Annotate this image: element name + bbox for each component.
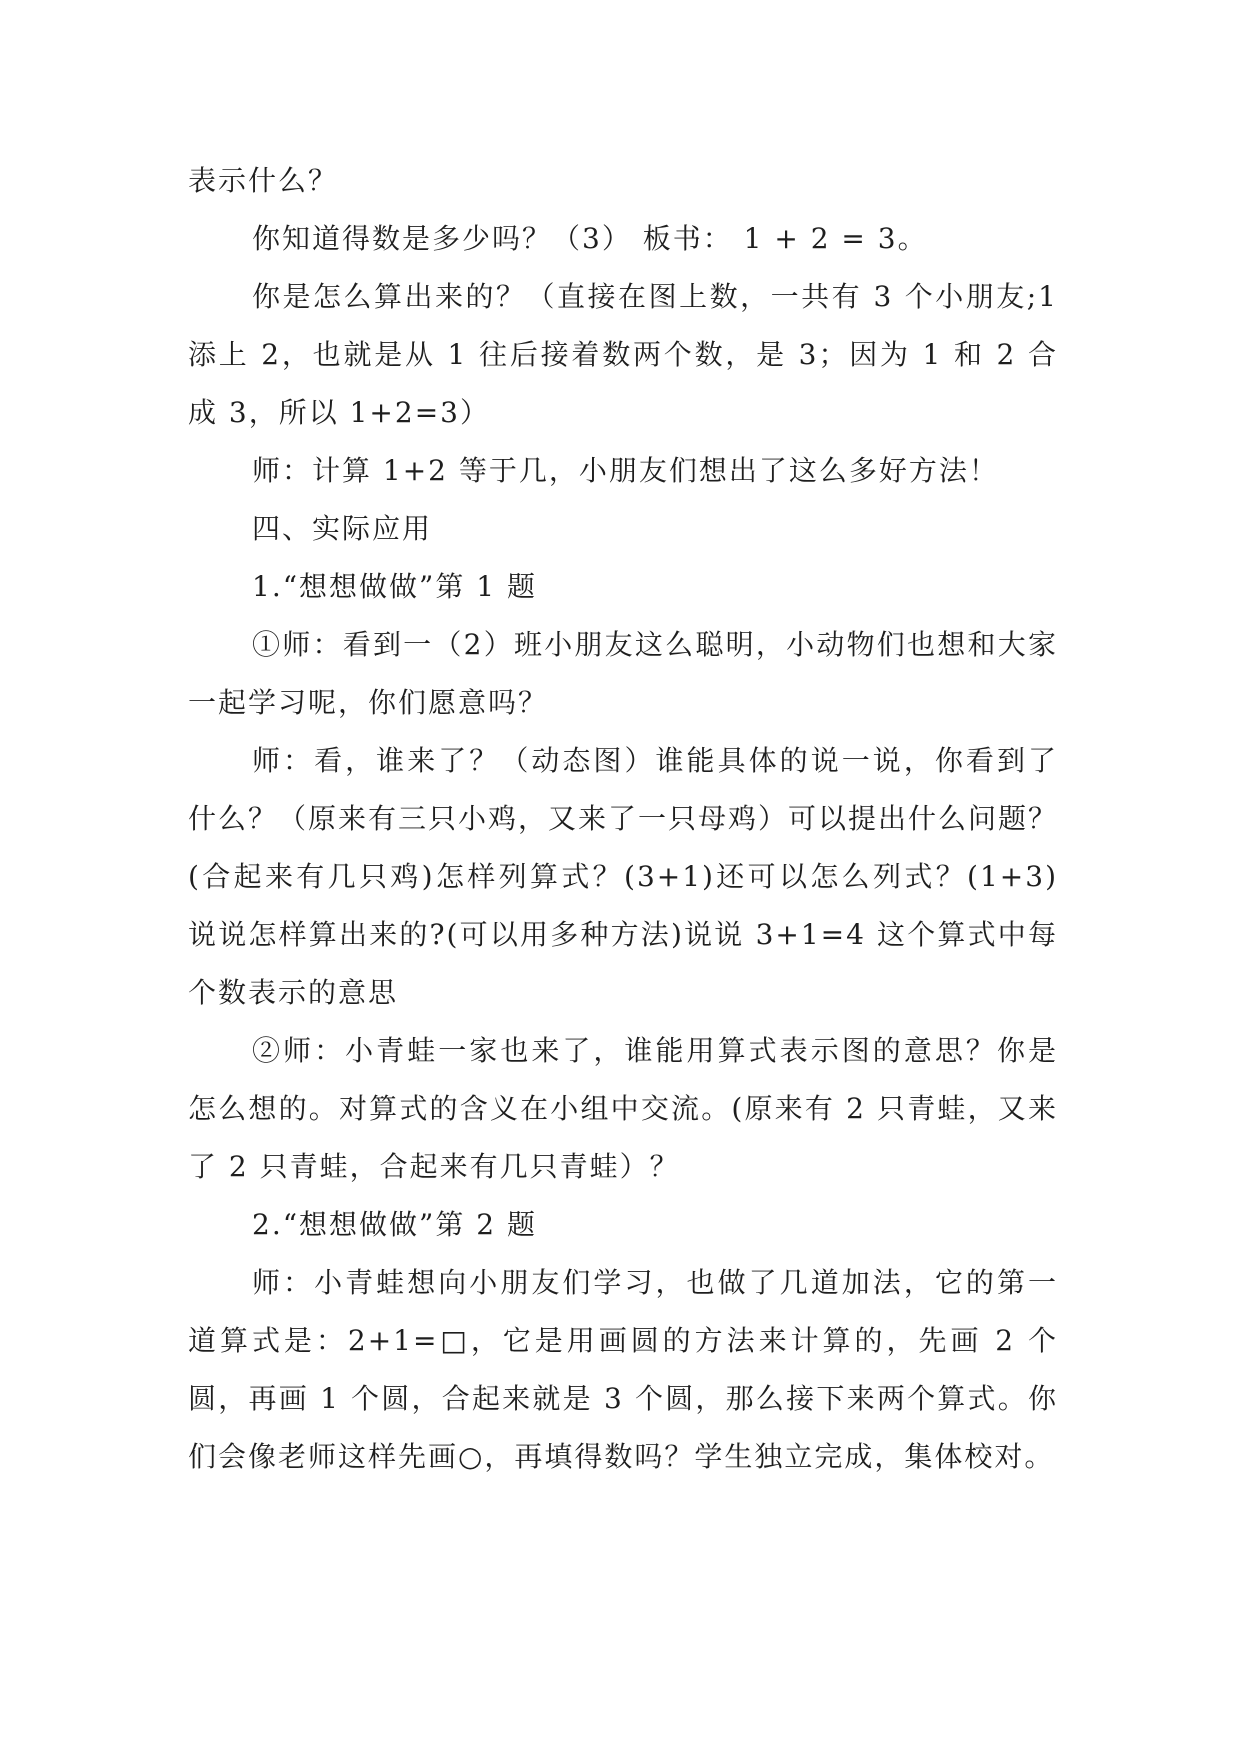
paragraph-8: 师：看，谁来了？（动态图）谁能具体的说一说，你看到了什么？（原来有三只小鸡，又来了一只母鸡）可以提出什么问题？(合起来有几只鸡)怎样列算式？(3+1)还可以怎么列式？(1+3) 说说怎样算出来的?(可以用多种方法)说说 3+1=4 这个算式中每个数表示的意思 [188,744,1059,1009]
section-heading-4: 四、实际应用 [252,512,433,545]
exercise-heading-2: 2.“想想做做”第 2 题 [252,1208,537,1241]
paragraph-7: ①师：看到一（2）班小朋友这么聪明，小动物们也想和大家一起学习呢，你们愿意吗？ [188,628,1058,719]
body-text [188,152,1058,1486]
paragraph-3: 你是怎么算出来的？（直接在图上数，一共有 3 个小朋友;1 添上 2，也就是从 1 往后接着数两个数，是 3；因为 1 和 2 合成 3，所以 1+2=3） [188,280,1058,429]
exercise-heading-1: 1.“想想做做”第 1 题 [252,570,537,603]
paragraph-9: ②师：小青蛙一家也来了，谁能用算式表示图的意思？你是怎么想的。对算式的含义在小组中交流。(原来有 2 只青蛙，又来了 2 只青蛙，合起来有几只青蛙）？ [188,1034,1058,1183]
paragraph-2: 你知道得数是多少吗？（3） 板书： 1 + 2 = 3。 [252,222,928,255]
paragraph-1: 表示什么？ [188,164,339,197]
paragraph-11: 师：小青蛙想向小朋友们学习，也做了几道加法，它的第一道算式是：2+1=□，它是用画圆的方法来计算的，先画 2 个圆，再画 1 个圆，合起来就是 3 个圆，那么接下来两个算式。你们会像老师这样先画○，再填得数吗？学生独立完成，集体校对。 [188,1266,1058,1473]
paragraph-4: 师：计算 1+2 等于几，小朋友们想出了这么多好方法！ [252,454,999,487]
